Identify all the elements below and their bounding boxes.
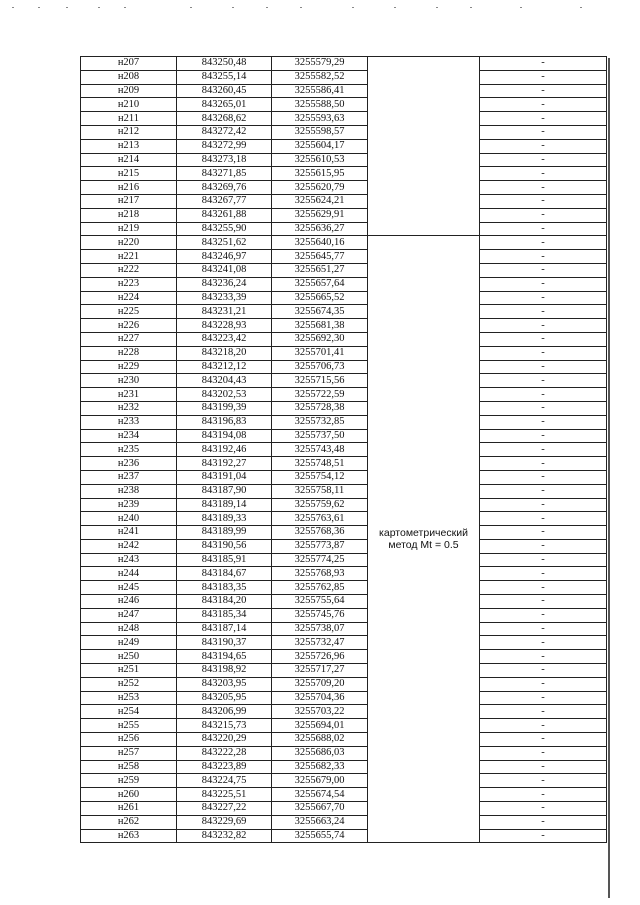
coordinate-y: 3255636,27 [272,222,368,236]
dash-value: - [480,650,607,664]
dash-value: - [480,125,607,139]
method-text-line1: картометрический [379,527,468,540]
table-row [81,553,607,567]
point-number: н259 [81,774,177,788]
coordinate-x: 843269,76 [177,181,272,195]
dash-value: - [480,567,607,581]
coordinate-y: 3255593,63 [272,112,368,126]
coordinate-x: 843204,43 [177,374,272,388]
coordinate-x: 843271,85 [177,167,272,181]
table-row [81,802,607,816]
point-number: н250 [81,650,177,664]
coordinate-y: 3255692,30 [272,332,368,346]
point-number: н208 [81,70,177,84]
dash-value: - [480,677,607,691]
coordinate-y: 3255615,95 [272,167,368,181]
coordinate-y: 3255768,93 [272,567,368,581]
dash-value: - [480,360,607,374]
table-row [81,98,607,112]
point-number: н251 [81,664,177,678]
coordinate-y: 3255586,41 [272,84,368,98]
scan-artifacts [0,0,640,14]
point-number: н257 [81,746,177,760]
table-row [81,236,607,250]
point-number: н245 [81,581,177,595]
coordinate-x: 843192,27 [177,457,272,471]
coordinate-y: 3255774,25 [272,553,368,567]
coordinate-y: 3255755,64 [272,595,368,609]
coordinate-y: 3255732,47 [272,636,368,650]
table-row [81,470,607,484]
table-row [81,539,607,553]
point-number: н253 [81,691,177,705]
table-row [81,332,607,346]
dash-value: - [480,691,607,705]
table-row [81,733,607,747]
point-number: н260 [81,788,177,802]
table-row [81,250,607,264]
point-number: н223 [81,277,177,291]
dash-value: - [480,236,607,250]
table-row [81,484,607,498]
table-row [81,774,607,788]
point-number: н229 [81,360,177,374]
table-row [81,305,607,319]
coordinate-y: 3255768,36 [272,526,368,540]
coordinate-y: 3255679,00 [272,774,368,788]
dash-value: - [480,498,607,512]
dash-value: - [480,526,607,540]
coordinate-x: 843233,39 [177,291,272,305]
table-row [81,788,607,802]
coordinate-y: 3255645,77 [272,250,368,264]
coordinate-x: 843183,35 [177,581,272,595]
table-row [81,70,607,84]
coordinate-y: 3255682,33 [272,760,368,774]
point-number: н228 [81,346,177,360]
dash-value: - [480,98,607,112]
coordinate-y: 3255624,21 [272,194,368,208]
coordinate-y: 3255703,22 [272,705,368,719]
point-number: н212 [81,125,177,139]
table-row [81,319,607,333]
method-cell [368,236,480,843]
table-row [81,746,607,760]
table-row [81,277,607,291]
coordinate-y: 3255681,38 [272,319,368,333]
table-row [81,443,607,457]
dash-value: - [480,167,607,181]
dash-value: - [480,746,607,760]
coordinate-y: 3255651,27 [272,263,368,277]
point-number: н254 [81,705,177,719]
coordinate-y: 3255598,57 [272,125,368,139]
coordinate-y: 3255748,51 [272,457,368,471]
table-row [81,153,607,167]
coordinate-x: 843189,99 [177,526,272,540]
dash-value: - [480,636,607,650]
coordinate-y: 3255737,50 [272,429,368,443]
table-row [81,139,607,153]
point-number: н216 [81,181,177,195]
table-row [81,650,607,664]
point-number: н252 [81,677,177,691]
coordinate-x: 843273,18 [177,153,272,167]
point-number: н246 [81,595,177,609]
dash-value: - [480,208,607,222]
point-number: н244 [81,567,177,581]
coordinate-y: 3255688,02 [272,733,368,747]
dash-value: - [480,181,607,195]
dash-value: - [480,484,607,498]
coordinate-x: 843189,33 [177,512,272,526]
point-number: н256 [81,733,177,747]
coordinate-x: 843255,90 [177,222,272,236]
coordinate-y: 3255640,16 [272,236,368,250]
coordinate-x: 843203,95 [177,677,272,691]
point-number: н241 [81,526,177,540]
coordinate-y: 3255709,20 [272,677,368,691]
coordinate-y: 3255582,52 [272,70,368,84]
dash-value: - [480,443,607,457]
coordinate-x: 843229,69 [177,815,272,829]
table-row [81,526,607,540]
coordinate-y: 3255738,07 [272,622,368,636]
method-cell-empty [368,57,480,236]
table-row [81,636,607,650]
dash-value: - [480,760,607,774]
coordinate-y: 3255610,53 [272,153,368,167]
point-number: н207 [81,57,177,71]
coordinate-y: 3255588,50 [272,98,368,112]
coordinate-y: 3255694,01 [272,719,368,733]
point-number: н258 [81,760,177,774]
point-number: н249 [81,636,177,650]
table-row [81,815,607,829]
point-number: н217 [81,194,177,208]
coordinate-y: 3255701,41 [272,346,368,360]
dash-value: - [480,802,607,816]
coordinate-x: 843192,46 [177,443,272,457]
table-row [81,512,607,526]
coordinate-y: 3255655,74 [272,829,368,843]
coordinate-x: 843184,20 [177,595,272,609]
coordinate-y: 3255754,12 [272,470,368,484]
coordinate-x: 843218,20 [177,346,272,360]
coordinate-y: 3255620,79 [272,181,368,195]
dash-value: - [480,581,607,595]
coordinate-y: 3255762,85 [272,581,368,595]
coordinate-x: 843272,99 [177,139,272,153]
table-row [81,388,607,402]
dash-value: - [480,112,607,126]
coordinate-y: 3255706,73 [272,360,368,374]
point-number: н235 [81,443,177,457]
dash-value: - [480,622,607,636]
point-number: н219 [81,222,177,236]
table-row [81,677,607,691]
coordinate-x: 843184,67 [177,567,272,581]
dash-value: - [480,139,607,153]
point-number: н242 [81,539,177,553]
dash-value: - [480,153,607,167]
coordinate-x: 843250,48 [177,57,272,71]
coordinate-x: 843206,99 [177,705,272,719]
dash-value: - [480,401,607,415]
coordinate-x: 843225,51 [177,788,272,802]
coordinate-x: 843215,73 [177,719,272,733]
table-row [81,291,607,305]
coordinate-y: 3255722,59 [272,388,368,402]
coordinate-x: 843185,91 [177,553,272,567]
dash-value: - [480,305,607,319]
point-number: н227 [81,332,177,346]
coordinate-y: 3255717,27 [272,664,368,678]
table-row [81,57,607,71]
point-number: н261 [81,802,177,816]
coordinate-y: 3255663,24 [272,815,368,829]
page-edge-line [608,58,610,898]
dash-value: - [480,291,607,305]
coordinate-y: 3255674,35 [272,305,368,319]
coordinate-x: 843241,08 [177,263,272,277]
point-number: н214 [81,153,177,167]
dash-value: - [480,70,607,84]
coordinate-x: 843272,42 [177,125,272,139]
point-number: н243 [81,553,177,567]
point-number: н234 [81,429,177,443]
table-row [81,415,607,429]
point-number: н225 [81,305,177,319]
dash-value: - [480,415,607,429]
coordinate-y: 3255629,91 [272,208,368,222]
point-number: н237 [81,470,177,484]
table-row [81,112,607,126]
coordinate-y: 3255763,61 [272,512,368,526]
coordinate-x: 843220,29 [177,733,272,747]
coordinate-x: 843265,01 [177,98,272,112]
point-number: н213 [81,139,177,153]
dash-value: - [480,733,607,747]
coordinate-y: 3255759,62 [272,498,368,512]
coordinate-x: 843187,14 [177,622,272,636]
coordinate-y: 3255704,36 [272,691,368,705]
table-row [81,595,607,609]
point-number: н239 [81,498,177,512]
coordinates-table [80,56,607,843]
table-row [81,346,607,360]
coordinate-x: 843199,39 [177,401,272,415]
dash-value: - [480,705,607,719]
coordinate-y: 3255745,76 [272,608,368,622]
dash-value: - [480,719,607,733]
coordinate-x: 843228,93 [177,319,272,333]
table-row [81,829,607,843]
coordinates-table-body [81,57,607,843]
point-number: н222 [81,263,177,277]
table-row [81,691,607,705]
point-number: н248 [81,622,177,636]
dash-value: - [480,664,607,678]
point-number: н247 [81,608,177,622]
dash-value: - [480,457,607,471]
dash-value: - [480,277,607,291]
table-row [81,222,607,236]
coordinate-x: 843260,45 [177,84,272,98]
coordinate-y: 3255674,54 [272,788,368,802]
table-row [81,719,607,733]
coordinate-x: 843185,34 [177,608,272,622]
coordinate-y: 3255657,64 [272,277,368,291]
table-row [81,263,607,277]
dash-value: - [480,553,607,567]
point-number: н236 [81,457,177,471]
coordinate-x: 843202,53 [177,388,272,402]
dash-value: - [480,829,607,843]
table-row [81,208,607,222]
table-row [81,194,607,208]
dash-value: - [480,815,607,829]
dash-value: - [480,788,607,802]
point-number: н221 [81,250,177,264]
point-number: н238 [81,484,177,498]
dash-value: - [480,263,607,277]
method-text-line2: метод Mt = 0.5 [388,539,459,552]
point-number: н226 [81,319,177,333]
coordinate-x: 843194,08 [177,429,272,443]
coordinate-x: 843187,90 [177,484,272,498]
point-number: н263 [81,829,177,843]
coordinate-x: 843236,24 [177,277,272,291]
coordinate-x: 843224,75 [177,774,272,788]
point-number: н220 [81,236,177,250]
dash-value: - [480,595,607,609]
coordinate-x: 843268,62 [177,112,272,126]
table-row [81,360,607,374]
table-row [81,760,607,774]
coordinate-x: 843231,21 [177,305,272,319]
dash-value: - [480,388,607,402]
table-row [81,457,607,471]
coordinate-x: 843196,83 [177,415,272,429]
coordinate-y: 3255728,38 [272,401,368,415]
table-row [81,167,607,181]
dash-value: - [480,470,607,484]
table-row [81,181,607,195]
table-row [81,374,607,388]
point-number: н209 [81,84,177,98]
coordinate-y: 3255667,70 [272,802,368,816]
dash-value: - [480,332,607,346]
coordinate-x: 843223,42 [177,332,272,346]
point-number: н218 [81,208,177,222]
dash-value: - [480,250,607,264]
coordinate-x: 843251,62 [177,236,272,250]
coordinate-x: 843222,28 [177,746,272,760]
dash-value: - [480,84,607,98]
table-row [81,705,607,719]
table-row [81,429,607,443]
dash-value: - [480,319,607,333]
dash-value: - [480,512,607,526]
point-number: н240 [81,512,177,526]
point-number: н255 [81,719,177,733]
coordinate-x: 843198,92 [177,664,272,678]
coordinate-x: 843232,82 [177,829,272,843]
point-number: н211 [81,112,177,126]
coordinate-y: 3255732,85 [272,415,368,429]
table-row [81,581,607,595]
dash-value: - [480,57,607,71]
coordinate-x: 843194,65 [177,650,272,664]
coordinate-x: 843267,77 [177,194,272,208]
dash-value: - [480,429,607,443]
coordinate-x: 843227,22 [177,802,272,816]
table-row [81,401,607,415]
point-number: н231 [81,388,177,402]
coordinate-x: 843255,14 [177,70,272,84]
table-row [81,125,607,139]
table-row [81,622,607,636]
coordinate-y: 3255665,52 [272,291,368,305]
coordinate-x: 843223,89 [177,760,272,774]
table-row [81,84,607,98]
coordinate-y: 3255686,03 [272,746,368,760]
dash-value: - [480,346,607,360]
coordinate-x: 843190,37 [177,636,272,650]
coordinate-y: 3255579,29 [272,57,368,71]
dash-value: - [480,374,607,388]
table-row [81,608,607,622]
dash-value: - [480,194,607,208]
coordinate-y: 3255726,96 [272,650,368,664]
dash-value: - [480,774,607,788]
point-number: н210 [81,98,177,112]
point-number: н215 [81,167,177,181]
coordinate-y: 3255773,87 [272,539,368,553]
point-number: н232 [81,401,177,415]
coordinate-x: 843212,12 [177,360,272,374]
coordinate-y: 3255604,17 [272,139,368,153]
table-row [81,567,607,581]
table-row [81,498,607,512]
coordinate-x: 843246,97 [177,250,272,264]
point-number: н230 [81,374,177,388]
coordinate-y: 3255715,56 [272,374,368,388]
coordinate-y: 3255743,48 [272,443,368,457]
dash-value: - [480,539,607,553]
point-number: н224 [81,291,177,305]
dash-value: - [480,608,607,622]
coordinate-x: 843261,88 [177,208,272,222]
dash-value: - [480,222,607,236]
coordinate-x: 843191,04 [177,470,272,484]
coordinate-x: 843189,14 [177,498,272,512]
point-number: н262 [81,815,177,829]
point-number: н233 [81,415,177,429]
coordinate-y: 3255758,11 [272,484,368,498]
table-row [81,664,607,678]
coordinate-x: 843205,95 [177,691,272,705]
coordinate-x: 843190,56 [177,539,272,553]
